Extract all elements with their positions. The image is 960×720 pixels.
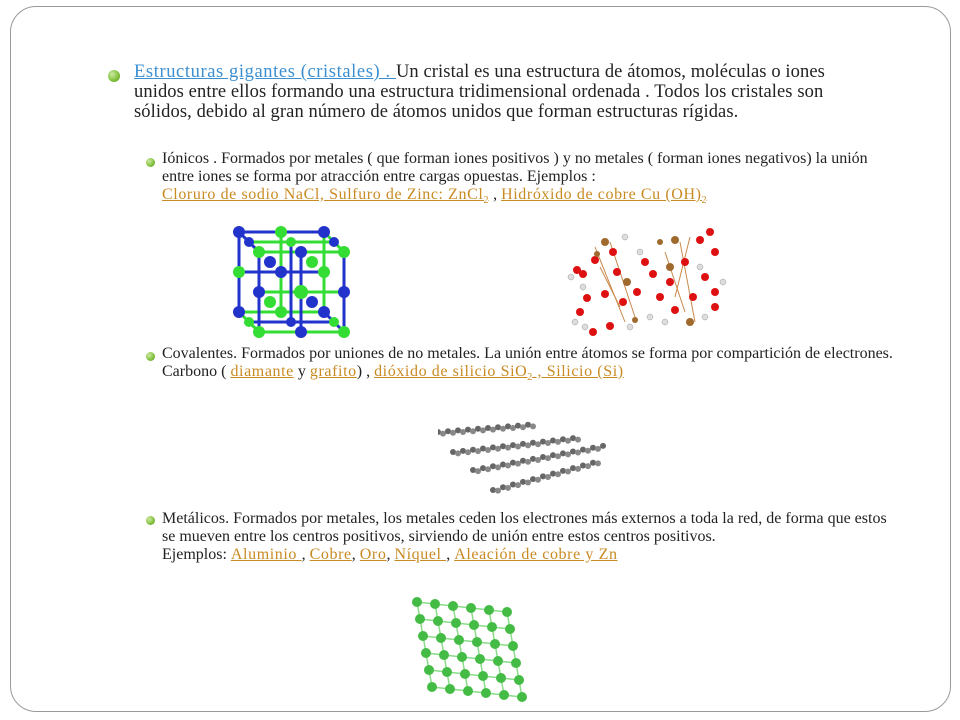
ionic-text: Iónicos . Formados por metales ( que forman iones positivos ) y no metales ( forman iones negativos) la unión entre iones se forma por atracción entre cargas opuestas. Ejemplos :	[162, 150, 868, 185]
link-dioxido-silicio[interactable]: dióxido de silicio SiO$_2$	[374, 363, 533, 384]
link-cloruro-sodio[interactable]: Cloruro de sodio NaCl, Sulfuro de Zinc: ZnCl$_2$	[162, 186, 490, 207]
link-aleacion-cobre-zn[interactable]: Aleación de cobre y Zn	[454, 546, 618, 563]
bullet-icon	[108, 70, 120, 82]
copper-hydroxide-image	[565, 222, 735, 342]
bullet-icon	[146, 158, 155, 167]
nacl-crystal-image	[224, 222, 354, 342]
graphite-layers-image	[438, 404, 608, 504]
sep: ,	[446, 546, 455, 563]
bullet-icon	[146, 352, 155, 361]
link-cobre[interactable]: Cobre	[309, 546, 352, 563]
metallic-paragraph	[162, 510, 902, 564]
sep: ,	[351, 546, 360, 563]
ionic-separator: ,	[489, 186, 502, 203]
link-estructuras-gigantes[interactable]: Estructuras gigantes (cristales) .	[134, 62, 396, 82]
link-oro[interactable]: Oro	[359, 546, 387, 563]
link-diamante[interactable]: diamante	[230, 363, 294, 380]
intro-text: Un cristal es una estructura de átomos, moléculas o iones unidos entre ellos formando una estructura tridimensional ordenada . Todos los cristales son sólidos, debido al gran número de átomos unidos que forman estructuras rígidas.	[134, 62, 825, 122]
link-grafito[interactable]: grafito	[309, 363, 357, 380]
sep: ,	[386, 546, 395, 563]
intro-paragraph	[134, 62, 874, 122]
sep: ,	[301, 546, 310, 563]
covalent-paragraph	[162, 345, 902, 387]
covalent-and: y	[293, 363, 310, 380]
covalent-close: ) ,	[356, 363, 375, 380]
link-silicio[interactable]: , Silicio (Si)	[532, 363, 624, 380]
bullet-icon	[146, 516, 155, 525]
metallic-text: Metálicos. Formados por metales, los metales ceden los electrones más externos a toda la red, de forma que estos se mueven entre los centros positivos, sirviendo de unión entre estos centros positivos.	[162, 510, 887, 545]
examples-label: Ejemplos:	[162, 546, 231, 563]
link-niquel[interactable]: Níquel	[394, 546, 447, 563]
link-aluminio[interactable]: Aluminio	[230, 546, 302, 563]
link-hidroxido-cobre[interactable]: Hidróxido de cobre Cu $(OH)_2$	[501, 186, 708, 207]
covalent-text: Covalentes. Formados por uniones de no metales. La unión entre átomos se forma por compartición de electrones. Carbono (	[162, 345, 893, 380]
metallic-lattice-image	[402, 592, 532, 707]
ionic-paragraph	[162, 150, 902, 210]
